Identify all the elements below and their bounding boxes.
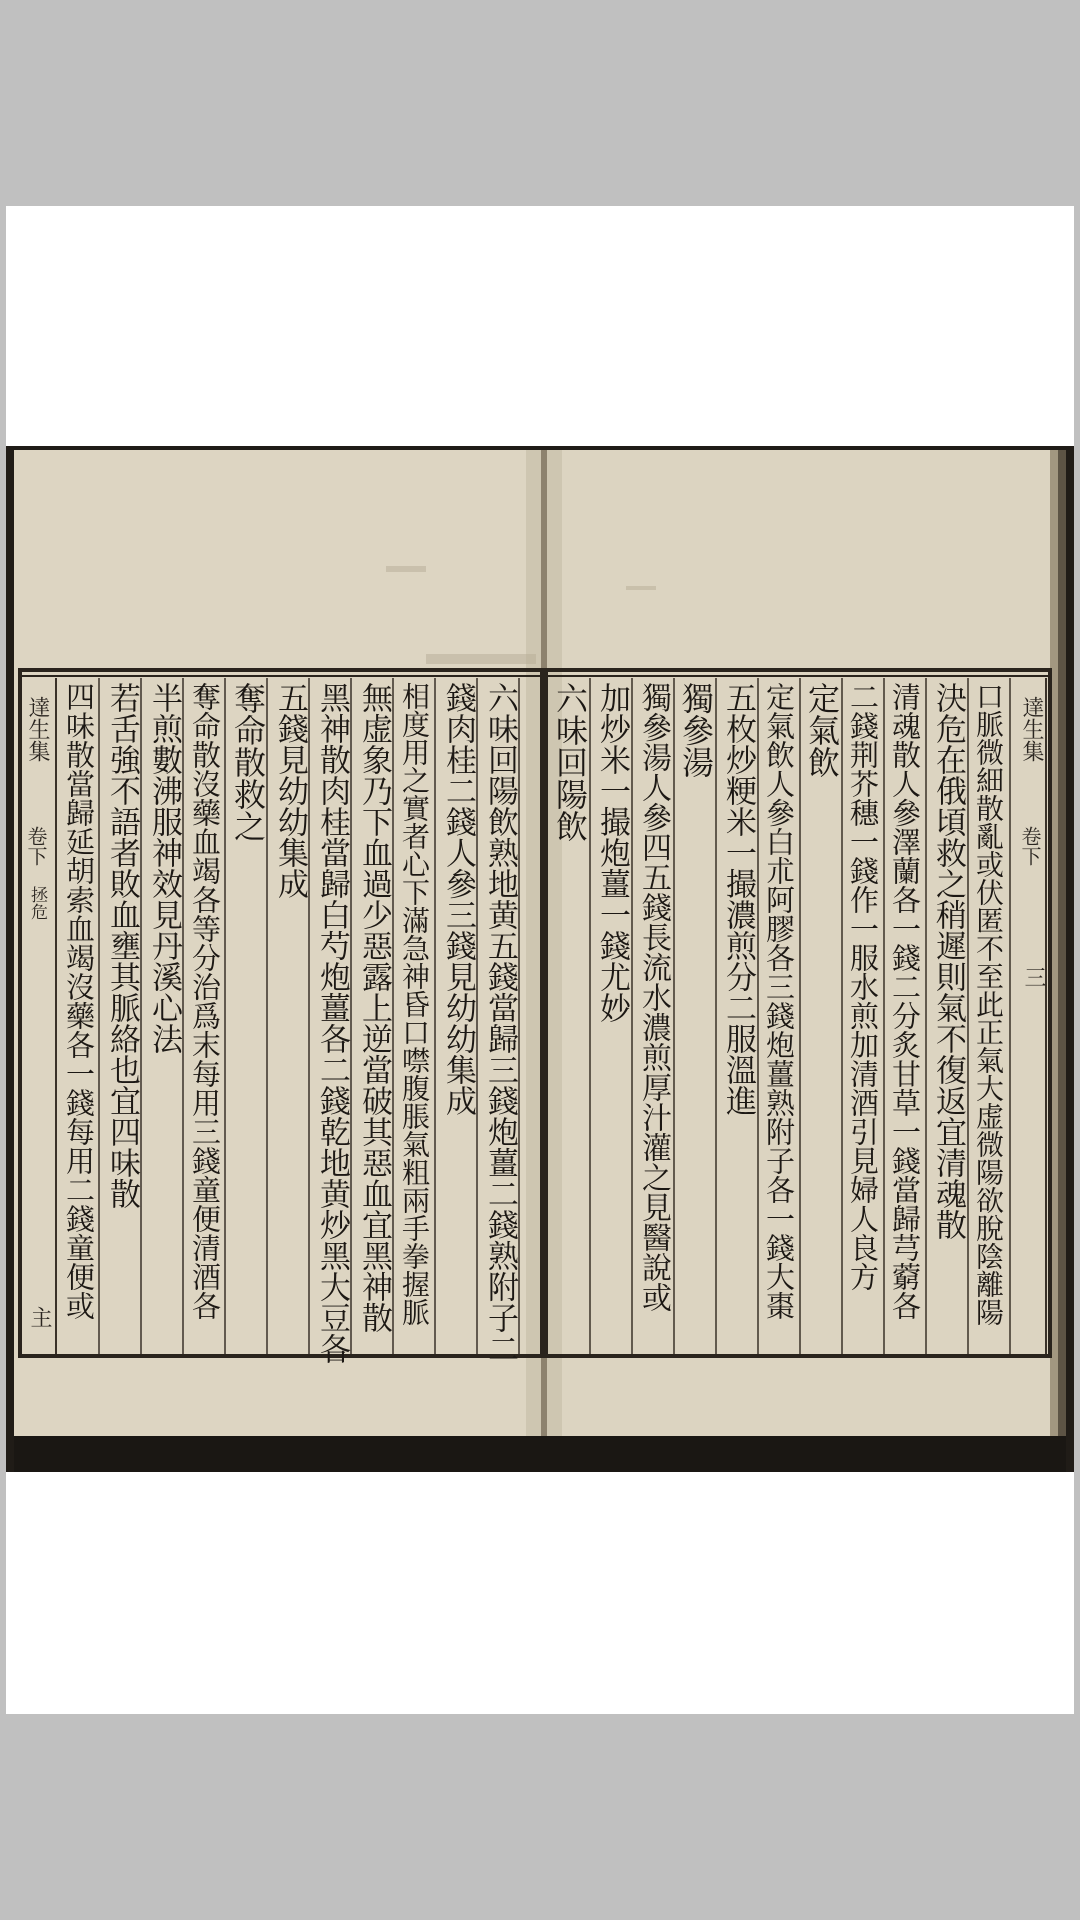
left-column-7-heading: 奪命散救之 bbox=[229, 682, 267, 842]
right-column-2: 決危在俄頃救之稍遲則氣不復返宜清魂散 bbox=[930, 682, 966, 1240]
left-column-5: 黑神散肉桂當歸白芍炮薑各二錢乾地黄炒黑大豆各 bbox=[314, 682, 350, 1364]
right-margin-title: 達生集 bbox=[1019, 696, 1044, 762]
left-margin-page-no: 主 bbox=[27, 1306, 52, 1328]
right-column-11-heading: 六味回陽飲 bbox=[551, 682, 589, 842]
left-column-2: 錢肉桂二錢人參三錢見幼幼集成 bbox=[440, 682, 476, 1116]
book-scan bbox=[6, 446, 1074, 1472]
right-margin-volume: 卷下 bbox=[1018, 826, 1042, 866]
left-margin-volume: 卷下 bbox=[24, 826, 48, 866]
right-column-10: 加炒米一撮炮薑一錢尤妙 bbox=[594, 682, 630, 1023]
right-column-8-heading: 獨參湯 bbox=[677, 682, 715, 778]
right-column-4: 二錢荆芥穗一錢作一服水煎加清酒引見婦人良方 bbox=[846, 682, 880, 1291]
left-column-6: 五錢見幼幼集成 bbox=[272, 682, 308, 899]
right-column-7: 五枚炒粳米一撮濃煎分二服溫進 bbox=[720, 682, 756, 1116]
right-margin-page-no: 三 bbox=[1021, 966, 1046, 988]
left-column-4: 無虚象乃下血過少惡露上逆當破其惡血宜黑神散 bbox=[356, 682, 392, 1333]
left-margin-title: 達生集 bbox=[25, 696, 50, 762]
left-column-10: 若舌強不語者敗血壅其脈絡也宜四味散 bbox=[104, 682, 140, 1209]
left-margin-section: 拯危 bbox=[27, 886, 47, 920]
right-column-5-heading: 定氣飲 bbox=[803, 682, 841, 778]
left-column-1: 六味回陽飲熟地黄五錢當歸三錢炮薑二錢熟附子二 bbox=[482, 682, 518, 1364]
left-column-9: 半煎數沸服神效見丹溪心法 bbox=[146, 682, 182, 1054]
right-column-3: 清魂散人參澤蘭各一錢二分炙甘草一錢當歸芎藭各 bbox=[888, 682, 922, 1320]
left-column-8: 奪命散沒藥血竭各等分治爲末每用三錢童便清酒各 bbox=[188, 682, 222, 1320]
left-column-3: 相度用之實者心下滿急神昏口噤腹脹氣粗兩手拳握脈 bbox=[398, 682, 431, 1326]
right-column-9: 獨參湯人參四五錢長流水濃煎厚汁灌之見醫說或 bbox=[636, 682, 671, 1312]
left-column-11: 四味散當歸延胡索血竭沒藥各一錢每用二錢童便或 bbox=[62, 682, 96, 1320]
right-column-6: 定氣飲人參白朮阿膠各三錢炮薑熟附子各一錢大棗 bbox=[762, 682, 796, 1320]
right-column-1: 口脈微細散亂或伏匿不至此正氣大虚微陽欲脫陰離陽 bbox=[972, 682, 1005, 1326]
